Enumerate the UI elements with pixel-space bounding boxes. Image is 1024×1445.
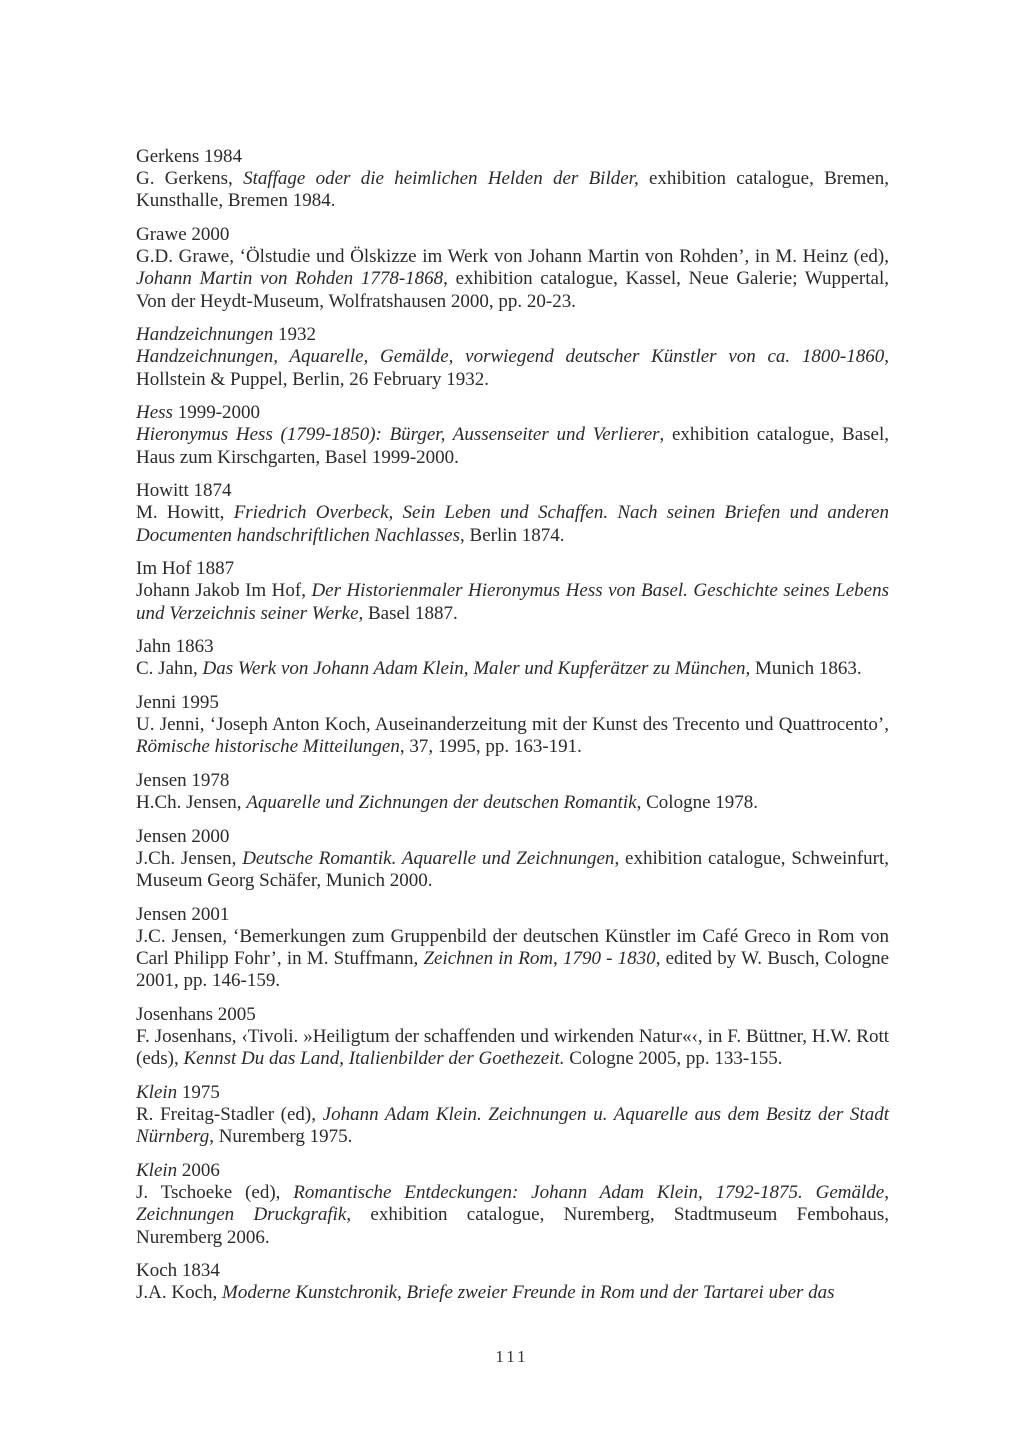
bibliography-list: [136, 146, 889, 1316]
citation-text: exhibition catalogue, Bremen, Kunsthalle, Bremen 1984.: [136, 168, 890, 212]
entry-citation: [136, 714, 889, 758]
entry-citation: [136, 658, 889, 680]
entry-citation: [136, 346, 889, 390]
entry-key: [136, 692, 889, 714]
entry-key: [136, 770, 889, 792]
entry-key: [136, 1160, 889, 1182]
entry-citation: [136, 1026, 889, 1070]
entry-key-segment: Jahn 1863: [136, 636, 214, 658]
entry-key-segment: Klein: [136, 1082, 178, 1103]
entry-key-segment: 1975: [177, 1082, 220, 1103]
entry-key-segment: Grawe 2000: [136, 224, 230, 245]
bibliography-entry: [136, 402, 889, 469]
citation-text: , Basel 1887.: [358, 602, 458, 624]
entry-citation: [136, 1282, 889, 1304]
entry-key-segment: Gerkens 1984: [136, 146, 243, 167]
entry-citation: [136, 424, 889, 468]
citation-title: Moderne Kunstchronik, Briefe zweier Freunde in Rom und der Tartarei uber das: [222, 1282, 835, 1304]
bibliography-entry: [136, 770, 889, 814]
bibliography-entry: [136, 1004, 889, 1071]
bibliography-entry: [136, 1082, 889, 1149]
citation-text: G. Gerkens,: [136, 168, 244, 190]
citation-title: Romantische Entdeckungen: Johann Adam Klein, 1792-1875. Gemälde, Zeichnungen Druckgrafik: [136, 1182, 889, 1226]
citation-text: J.Ch. Jensen,: [136, 848, 243, 869]
citation-text: , exhibition catalogue, Nuremberg, Stadtmuseum Fembohaus, Nuremberg 2006.: [136, 1204, 889, 1248]
entry-key-segment: 1999-2000: [172, 402, 261, 424]
citation-text: , Hollstein & Puppel, Berlin, 26 February 1932.: [136, 346, 889, 390]
citation-text: U. Jenni, ‘Joseph Anton Koch, Auseinanderzeitung mit der Kunst des Trecento und Quattrocento’,: [136, 714, 889, 736]
citation-text: ,: [339, 1048, 349, 1070]
entry-key: [136, 146, 889, 168]
bibliography-entry: [136, 1260, 889, 1304]
entry-key-segment: Jensen 1978: [136, 770, 230, 791]
citation-text: J.A. Koch,: [136, 1282, 223, 1304]
citation-title: Hieronymus Hess (1799-1850): Bürger, Aussenseiter und Verlierer: [136, 424, 660, 446]
entry-citation: [136, 580, 889, 624]
citation-text: , Berlin 1874.: [460, 524, 565, 546]
entry-key: [136, 636, 889, 658]
entry-key-segment: Howitt 1874: [136, 480, 232, 502]
citation-title: Kennst Du das Land: [183, 1048, 340, 1070]
entry-key: [136, 1082, 889, 1104]
citation-title: Römische historische Mitteilungen: [136, 736, 400, 758]
entry-key-segment: Jensen 2000: [136, 825, 230, 847]
bibliography-entry: [136, 826, 889, 893]
citation-text: , Nuremberg 1975.: [209, 1126, 353, 1148]
citation-text: , Cologne 1978.: [636, 792, 759, 814]
citation-text: C. Jahn,: [136, 658, 203, 680]
citation-text: , edited by W. Busch, Cologne 2001, pp. 146-159.: [136, 948, 890, 992]
bibliography-entry: [136, 1160, 889, 1249]
entry-key: [136, 324, 889, 346]
citation-title: Friedrich Overbeck, Sein Leben und Schaffen. Nach seinen Briefen und anderen Documenten handschriftlichen Nachlasses: [136, 502, 889, 546]
citation-title: Das Werk von Johann Adam Klein, Maler und Kupferätzer zu München: [202, 658, 746, 680]
entry-key-segment: Josenhans 2005: [136, 1004, 256, 1025]
citation-title: Staffage oder die heimlichen Helden der Bilder,: [243, 168, 639, 190]
citation-text: , exhibition catalogue, Schweinfurt, Museum Georg Schäfer, Munich 2000.: [136, 848, 889, 892]
entry-citation: [136, 926, 889, 993]
citation-text: G.D. Grawe, ‘Ölstudie und Ölskizze im Werk von Johann Martin von Rohden’, in M. Heinz (ed),: [136, 246, 889, 268]
entry-key-segment: Im Hof 1887: [136, 558, 235, 580]
citation-title: Aquarelle und Zichnungen der deutschen Romantik: [246, 792, 637, 814]
entry-citation: [136, 168, 889, 212]
citation-text: H.Ch. Jensen,: [136, 792, 247, 814]
citation-title: Zeichnen in Rom, 1790 - 1830: [423, 948, 656, 970]
bibliography-entry: [136, 692, 889, 759]
entry-key: [136, 224, 889, 246]
entry-key: [136, 1260, 889, 1282]
entry-citation: [136, 246, 889, 313]
entry-key-segment: 2006: [177, 1160, 220, 1181]
citation-text: , exhibition catalogue, Kassel, Neue Galerie; Wuppertal, Von der Heydt-Museum, Wolfratshausen 2000, pp. 20-23.: [136, 268, 889, 312]
bibliography-entry: [136, 904, 889, 993]
entry-key: [136, 558, 889, 580]
entry-key: [136, 480, 889, 502]
citation-title: Deutsche Romantik. Aquarelle und Zeichnungen: [242, 848, 615, 869]
citation-text: J. Tschoeke (ed),: [136, 1182, 294, 1204]
citation-title: Italienbilder der Goethezeit.: [348, 1048, 565, 1070]
entry-key-segment: Koch 1834: [136, 1260, 220, 1282]
page-number: 111: [495, 1347, 529, 1366]
entry-key: [136, 1004, 889, 1026]
bibliography-entry: [136, 558, 889, 625]
entry-citation: [136, 792, 889, 814]
bibliography-entry: [136, 636, 889, 680]
citation-title: Handzeichnungen, Aquarelle, Gemälde, vorwiegend deutscher Künstler von ca. 1800-1860: [136, 346, 885, 368]
citation-text: R. Freitag-Stadler (ed),: [136, 1104, 323, 1126]
citation-text: , Munich 1863.: [745, 658, 862, 680]
citation-title: Johann Adam Klein. Zeichnungen u. Aquarelle aus dem Besitz der Stadt Nürnberg: [136, 1104, 889, 1148]
citation-text: Johann Jakob Im Hof,: [136, 580, 312, 602]
citation-text: F. Josenhans, ‹Tivoli. »Heiligtum der schaffenden und wirkenden Natur«‹, in F. Büttner, H.W. Rott (eds),: [136, 1026, 889, 1070]
entry-citation: [136, 1104, 889, 1148]
bibliography-entry: [136, 224, 889, 313]
entry-citation: [136, 502, 889, 546]
entry-key-segment: Jensen 2001: [136, 903, 230, 925]
entry-key: [136, 904, 889, 926]
bibliography-entry: [136, 324, 889, 391]
citation-text: Cologne 2005, pp. 133-155.: [564, 1048, 783, 1070]
citation-text: M. Howitt,: [136, 502, 234, 524]
citation-text: J.C. Jensen, ‘Bemerkungen zum Gruppenbild der deutschen Künstler im Café Greco in Rom von Carl Philipp Fohr’, in M. Stuffmann,: [136, 926, 889, 970]
entry-key: [136, 402, 889, 424]
entry-key-segment: 1932: [273, 324, 316, 346]
citation-text: , 37, 1995, pp. 163-191.: [399, 736, 582, 758]
entry-key: [136, 826, 889, 848]
bibliography-entry: [136, 480, 889, 547]
entry-key-segment: Handzeichnungen: [136, 324, 274, 346]
entry-key-segment: Klein: [136, 1160, 178, 1181]
entry-citation: [136, 1182, 889, 1249]
entry-citation: [136, 848, 889, 892]
entry-key-segment: Jenni 1995: [136, 692, 219, 713]
entry-key-segment: Hess: [136, 402, 173, 424]
bibliography-entry: [136, 146, 889, 213]
citation-title: Johann Martin von Rohden 1778-1868: [136, 268, 444, 290]
citation-text: , exhibition catalogue, Basel, Haus zum Kirschgarten, Basel 1999-2000.: [136, 424, 889, 468]
citation-title: Der Historienmaler Hieronymus Hess von Basel. Geschichte seines Lebens und Verzeichnis seiner Werke: [136, 580, 890, 624]
